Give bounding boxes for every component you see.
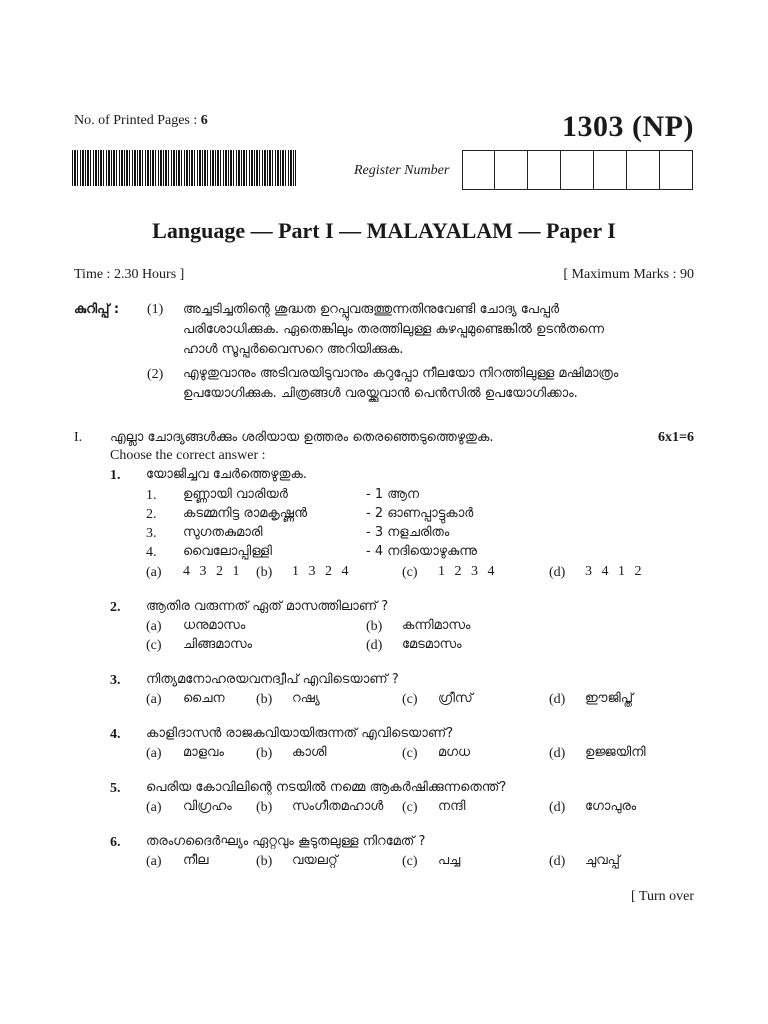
- option-label: (d): [549, 746, 566, 761]
- option-text: വിഗ്രഹം: [183, 799, 232, 814]
- note-number: (1): [147, 302, 164, 317]
- time-allowed: Time : 2.30 Hours ]: [74, 267, 185, 282]
- option-text: ഗ്രീസ്: [438, 691, 473, 706]
- maximum-marks: [ Maximum Marks : 90: [563, 267, 694, 282]
- option-label: (d): [366, 638, 383, 653]
- option-label: (a): [146, 746, 162, 761]
- option-text: നന്ദി: [438, 799, 466, 814]
- section-number: I.: [74, 430, 83, 445]
- notes-label: കുറിപ്പ് :: [74, 302, 120, 317]
- option-label: (c): [146, 638, 162, 653]
- note-line: പരിശോധിക്കുക. ഏതെങ്കിലും തരത്തിലുള്ള കുഴപ്പമുണ്ടെങ്കിൽ ഉടൻതന്നെ: [183, 322, 604, 337]
- question-text: തരംഗദൈർഘ്യം ഏറ്റവും കൂടുതലുള്ള നിറമേത് ?: [146, 834, 426, 849]
- register-box: [627, 150, 660, 190]
- option-label: (d): [549, 692, 566, 707]
- question-text: യോജിച്ചവ ചേർത്തെഴുതുക.: [146, 467, 307, 482]
- option-text: സംഗീതമഹാൾ: [292, 799, 384, 814]
- question-number: 6.: [110, 835, 121, 850]
- question-number: 4.: [110, 727, 121, 742]
- match-item-right: - 3 നളചരിതം: [366, 525, 450, 540]
- register-number-label: Register Number: [354, 163, 450, 178]
- option-label: (c): [402, 854, 418, 869]
- option-label: (b): [256, 854, 273, 869]
- turn-over-note: [ Turn over: [630, 889, 694, 904]
- register-box: [561, 150, 594, 190]
- match-item-number: 3.: [146, 526, 157, 541]
- option-text: 4 3 2 1: [183, 564, 243, 579]
- option-label: (c): [402, 692, 418, 707]
- match-item-number: 2.: [146, 507, 157, 522]
- note-number: (2): [147, 367, 164, 382]
- match-item-number: 4.: [146, 545, 157, 560]
- note-text: [183, 364, 695, 404]
- note-text: [183, 300, 695, 360]
- register-number-boxes: [462, 150, 693, 190]
- option-label: (b): [366, 619, 383, 634]
- note-line: എഴുതുവാനും അടിവരയിടുവാനും കറുപ്പോ നീലയോ നിറത്തിലുള്ള മഷിമാത്രം: [183, 366, 619, 381]
- option-text: 1 2 3 4: [438, 564, 498, 579]
- match-item-right: - 4 നദിയൊഴുകുന്നു: [366, 544, 478, 559]
- option-text: കാശി: [292, 745, 327, 760]
- note-line: ഉപയോഗിക്കുക. ചിത്രങ്ങൾ വരയ്ക്കുവാൻ പെൻസിൽ ഉപയോഗിക്കാം.: [183, 386, 578, 401]
- option-label: (a): [146, 619, 162, 634]
- note-line: ഹാൾ സൂപ്പർവൈസറെ അറിയിക്കുക.: [183, 342, 404, 357]
- match-item-left: കടമ്മനിട്ട രാമകൃഷ്ണൻ: [183, 506, 307, 521]
- option-text: റഷ്യ: [292, 691, 320, 706]
- option-text: വയലറ്റ്: [292, 853, 338, 868]
- match-item-right: - 2 ഓണപ്പാട്ടുകാർ: [366, 506, 474, 521]
- option-label: (b): [256, 692, 273, 707]
- option-label: (d): [549, 800, 566, 815]
- barcode: [72, 150, 296, 186]
- option-text: ധനുമാസം: [183, 618, 246, 633]
- option-text: 1 3 2 4: [292, 564, 352, 579]
- option-text: കന്നിമാസം: [402, 618, 471, 633]
- option-label: (c): [402, 565, 418, 580]
- match-item-right: - 1 ആന: [366, 487, 420, 502]
- option-label: (c): [402, 746, 418, 761]
- question-number: 1.: [110, 468, 121, 483]
- register-box: [462, 150, 495, 190]
- option-text: ചുവപ്പ്: [585, 853, 620, 868]
- option-text: ഉജ്ജയിനി: [585, 745, 646, 760]
- option-label: (a): [146, 800, 162, 815]
- printed-pages-label: No. of Printed Pages :: [74, 113, 198, 128]
- option-label: (d): [549, 854, 566, 869]
- option-label: (c): [402, 800, 418, 815]
- option-text: ചൈന: [183, 691, 225, 706]
- option-text: നീല: [183, 853, 209, 868]
- subject-title: Language — Part I — MALAYALAM — Paper I: [152, 218, 616, 243]
- option-label: (b): [256, 565, 273, 580]
- register-box: [660, 150, 693, 190]
- match-item-left: സുഗതകുമാരി: [183, 525, 263, 540]
- option-label: (d): [549, 565, 566, 580]
- question-number: 5.: [110, 781, 121, 796]
- question-number: 2.: [110, 600, 121, 615]
- question-text: ആതിര വരുന്നത് ഏത് മാസത്തിലാണ് ?: [146, 599, 389, 614]
- option-text: 3 4 1 2: [585, 564, 645, 579]
- option-label: (a): [146, 854, 162, 869]
- option-text: ഈജിപ്ത്: [585, 691, 633, 706]
- option-label: (a): [146, 692, 162, 707]
- option-label: (b): [256, 800, 273, 815]
- register-box: [495, 150, 528, 190]
- option-label: (b): [256, 746, 273, 761]
- section-marks: 6x1=6: [658, 430, 694, 445]
- option-text: മഗധ: [438, 745, 471, 760]
- register-box: [594, 150, 627, 190]
- question-text: കാളിദാസൻ രാജകവിയായിരുന്നത് എവിടെയാണ്?: [146, 726, 454, 741]
- question-text: പെരിയ കോവിലിന്റെ നടയിൽ നമ്മെ ആകർഷിക്കുന്നതെന്ത്?: [146, 780, 507, 795]
- question-text: നിത്യമനോഹരയവനദ്വീപ് എവിടെയാണ് ?: [146, 672, 399, 687]
- section-instruction: എല്ലാ ചോദ്യങ്ങൾക്കും ശരിയായ ഉത്തരം തെരഞ്ഞെടുത്തെഴുതുക.: [110, 430, 494, 445]
- register-box: [528, 150, 561, 190]
- printed-pages: [74, 113, 208, 129]
- paper-code: 1303 (NP): [562, 110, 694, 143]
- option-label: (a): [146, 565, 162, 580]
- printed-pages-value: 6: [200, 113, 208, 128]
- question-number: 3.: [110, 673, 121, 688]
- option-text: പച്ച: [438, 853, 461, 868]
- note-line: അച്ചടിച്ചതിന്റെ ശുദ്ധത ഉറപ്പുവരുത്തുന്നതിനുവേണ്ടി ചോദ്യ പേപ്പർ: [183, 302, 560, 317]
- match-item-left: ഉണ്ണായി വാരിയർ: [183, 487, 288, 502]
- option-text: ഗോപുരം: [585, 799, 637, 814]
- option-text: മേടമാസം: [402, 637, 462, 652]
- option-text: ചിങ്ങമാസം: [183, 637, 253, 652]
- option-text: മാളവം: [183, 745, 224, 760]
- match-item-left: വൈലോപ്പിള്ളി: [183, 544, 272, 559]
- section-instruction-english: Choose the correct answer :: [110, 448, 266, 463]
- match-item-number: 1.: [146, 488, 157, 503]
